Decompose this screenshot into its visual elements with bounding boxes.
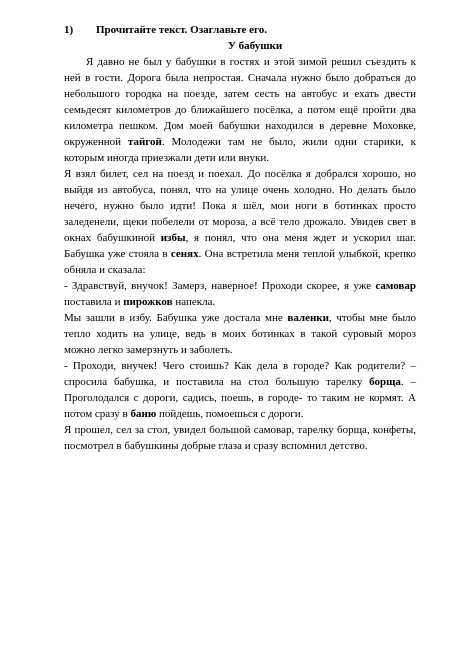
paragraph-text: . – Проголодался с дороги, садись, поешь, в городе- то таким не кормят. А потом сразу в xyxy=(64,376,417,420)
bold-term: пирожков xyxy=(123,296,173,308)
document-page xyxy=(64,22,416,454)
story-paragraph xyxy=(64,422,416,454)
paragraph-text: - Проходи, внучек! Чего стоишь? Как дела в городе? Как родители? – спросила бабушка, и поставила на стол большую тарелку xyxy=(64,360,416,388)
paragraph-text: . Она встретила меня теплой улыбкой, крепко обняла и сказала: xyxy=(64,248,417,276)
paragraph-text: Я давно не был у бабушки в гостях и этой зимой решил съездить к ней в гости. Дорога была непростая. Сначала нужно было добраться до небольшого городка на поезде, затем сесть на автобус и ехать двести семьдесят километров до ближайшего посёлка, а потом ещё пройти два километра пешком. Дом моей бабушки находился в деревне Моховке, окруженной xyxy=(64,56,416,148)
paragraph-text: , чтобы мне было тепло ходить на улице, ведь в моих ботинках в такой суровый мороз можно легко замерзнуть и заболеть. xyxy=(64,312,416,356)
story-body xyxy=(64,54,416,454)
story-paragraph xyxy=(64,278,416,310)
paragraph-text: Я взял билет, сел на поезд и поехал. До посёлка я добрался хорошо, но выйдя из автобуса, понял, что на улице очень холодно. Но делать было нечего, нужно было идти! Пока я шёл, мои ноги в ботинках просто заледенели, щеки побелели от мороза, а всё тело дрожало. Увидев свет в окнах бабушкиной xyxy=(64,168,416,244)
paragraph-text: - Здравствуй, внучок! Замерз, наверное! Проходи скорее, я уже xyxy=(64,280,376,292)
paragraph-text: Мы зашли в избу. Бабушка уже достала мне xyxy=(64,312,288,324)
task-instruction: Прочитайте текст. Озаглавьте его. xyxy=(96,24,267,36)
paragraph-text: напекла. xyxy=(172,296,216,308)
bold-term: баню xyxy=(130,408,157,420)
story-title: У бабушки xyxy=(227,40,283,52)
bold-term: тайгой xyxy=(127,136,162,148)
paragraph-text: . Молодежи там не было, жили одни старики, к которым иногда приезжали дети или внуки. xyxy=(64,136,416,164)
bold-term: валенки xyxy=(287,312,329,324)
task-number: 1) xyxy=(64,24,74,36)
story-paragraph xyxy=(64,310,416,358)
bold-term: самовар xyxy=(375,280,416,292)
paragraph-text: , я понял, что она меня ждет и ускорил шаг. Бабушка уже стояла в xyxy=(64,232,416,260)
paragraph-text: поставила и xyxy=(64,296,124,308)
task-heading xyxy=(64,22,416,38)
story-paragraph xyxy=(64,166,416,278)
paragraph-text: пойдешь, помоешься с дороги. xyxy=(156,408,304,420)
bold-term: сенях xyxy=(170,248,199,260)
story-paragraph xyxy=(64,54,416,166)
story-paragraph xyxy=(64,358,416,422)
bold-term: борща xyxy=(369,376,401,388)
paragraph-text: Я прошел, сел за стол, увидел большой самовар, тарелку борща, конфеты, посмотрел в бабушкины добрые глаза и сразу вспомнил детство. xyxy=(64,424,416,452)
bold-term: избы xyxy=(160,232,186,244)
